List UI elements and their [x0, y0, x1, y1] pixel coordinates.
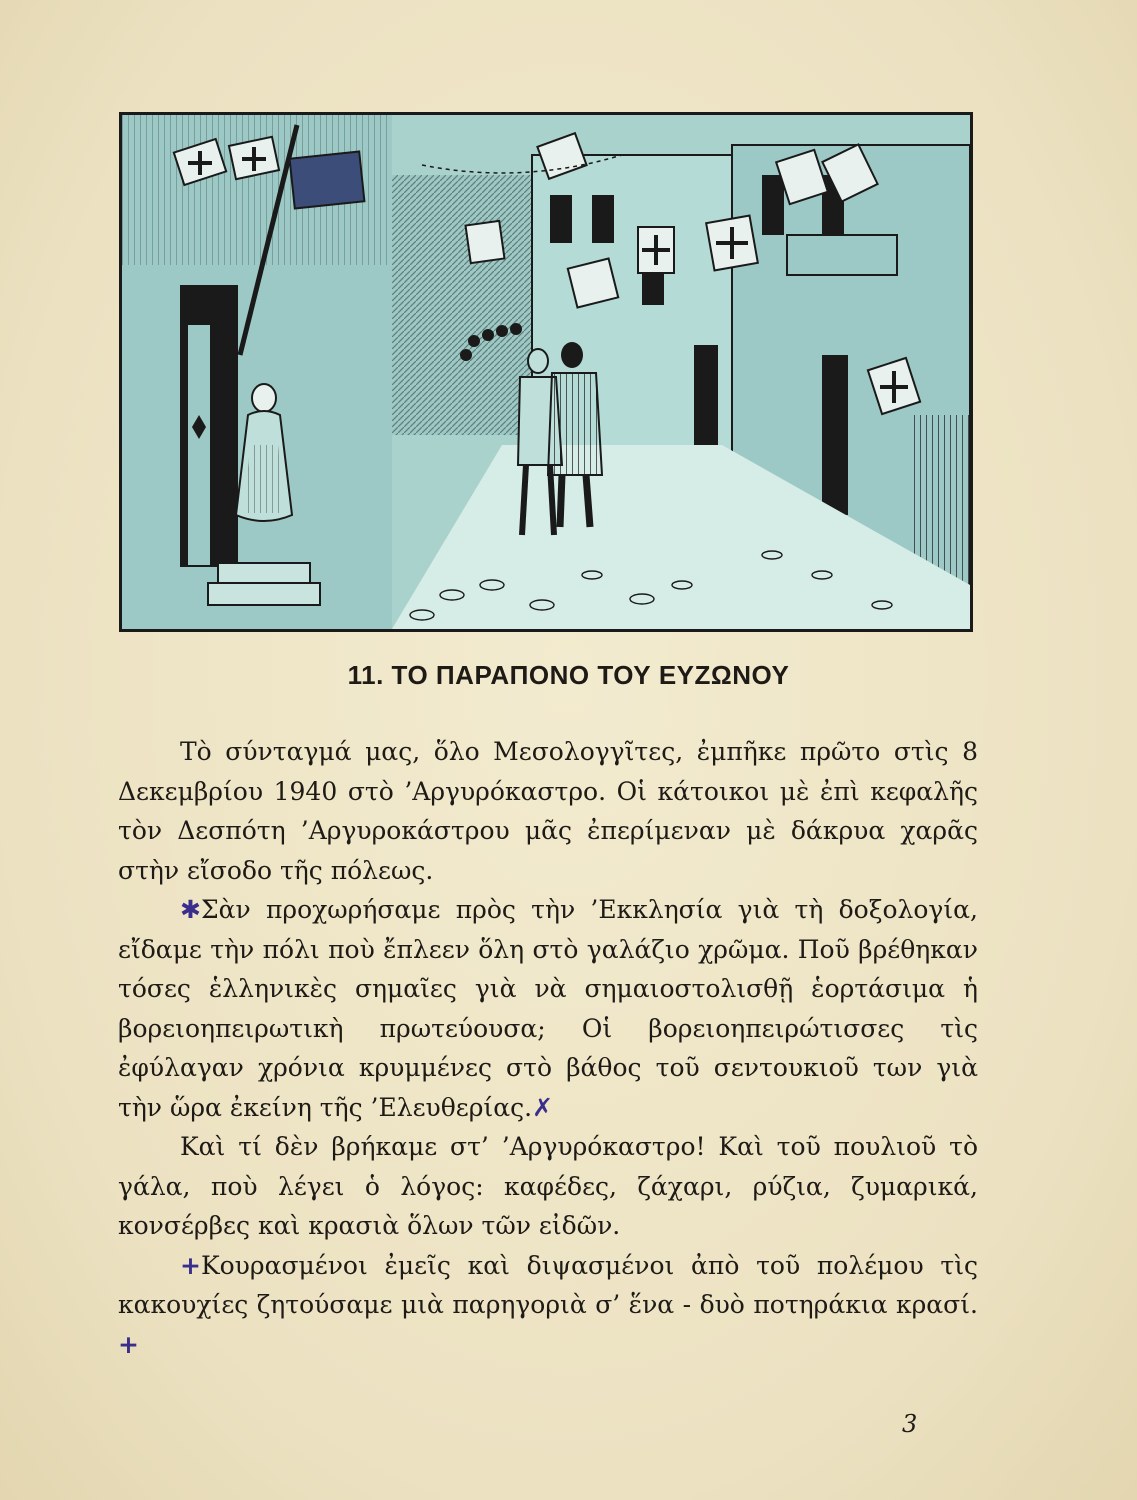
paragraph	[118, 890, 978, 1127]
plus-pen-mark: +	[118, 1329, 139, 1359]
paragraph-text: Τὸ σύνταγμά μας, ὅλο Μεσολογγῖτες, ἐμπῆκε πρῶτο στὶς 8 Δεκεμβρίου 1940 στὸ ’Αργυρόκαστρο. Οἱ κάτοικοι μὲ ἐπὶ κεφαλῆς τὸν Δεσπότη ’Αργυροκάστρου μᾶς ἐπερίμεναν μὲ δάκρυα χαρᾶς στὴν εἴσοδο τῆς πόλεως.	[118, 737, 978, 885]
paragraph	[118, 1246, 978, 1365]
paragraph	[118, 732, 978, 890]
paragraph	[118, 1127, 978, 1246]
x-pen-mark: ✗	[532, 1092, 554, 1122]
paragraph-text: Καὶ τί δὲν βρήκαμε στ’ ’Αργυρόκαστρο! Καὶ τοῦ πουλιοῦ τὸ γάλα, ποὺ λέγει ὁ λόγος: καφέδες, ζάχαρι, ρύζια, ζυμαρικά, κονσέρβες καὶ κρασιὰ ὅλων τῶν εἰδῶν.	[118, 1132, 978, 1240]
star-pen-mark: ✱	[180, 895, 201, 924]
paragraph-text: Κουρασμένοι ἐμεῖς καὶ διψασμένοι ἀπὸ τοῦ πολέμου τὶς κακουχίες ζητούσαμε μιὰ παρηγοριὰ σ’ ἕνα - δυὸ ποτηράκια κρασί.	[118, 1250, 978, 1319]
plus-pen-mark: +	[180, 1250, 201, 1280]
page-number: 3	[902, 1410, 918, 1438]
paragraph-text: Σὰν προχωρήσαμε πρὸς τὴν ’Εκκλησία γιὰ τὴ δοξολογία, εἴδαμε τὴν πόλι ποὺ ἔπλεεν ὅλη στὸ γαλάζιο χρῶμα. Ποῦ βρέθηκαν τόσες ἑλληνικὲς σημαῖες γιὰ νὰ σημαιοστολισθῇ ἑορτάσιμα ἡ βορειοηπειρωτικὴ πρωτεύουσα; Οἱ βορειοηπειρώτισσες τὶς ἐφύλαγαν χρόνια κρυμμένες στὸ βάθος τοῦ σεντουκιοῦ των γιὰ τὴν ὥρα ἐκείνη τῆς ’Ελευθερίας.	[118, 895, 978, 1122]
chapter-title: 11. ΤΟ ΠΑΡΑΠΟΝΟ ΤΟΥ ΕΥΖΩΝΟΥ	[347, 660, 790, 690]
chapter-text	[118, 732, 978, 1364]
street-illustration	[119, 112, 973, 632]
